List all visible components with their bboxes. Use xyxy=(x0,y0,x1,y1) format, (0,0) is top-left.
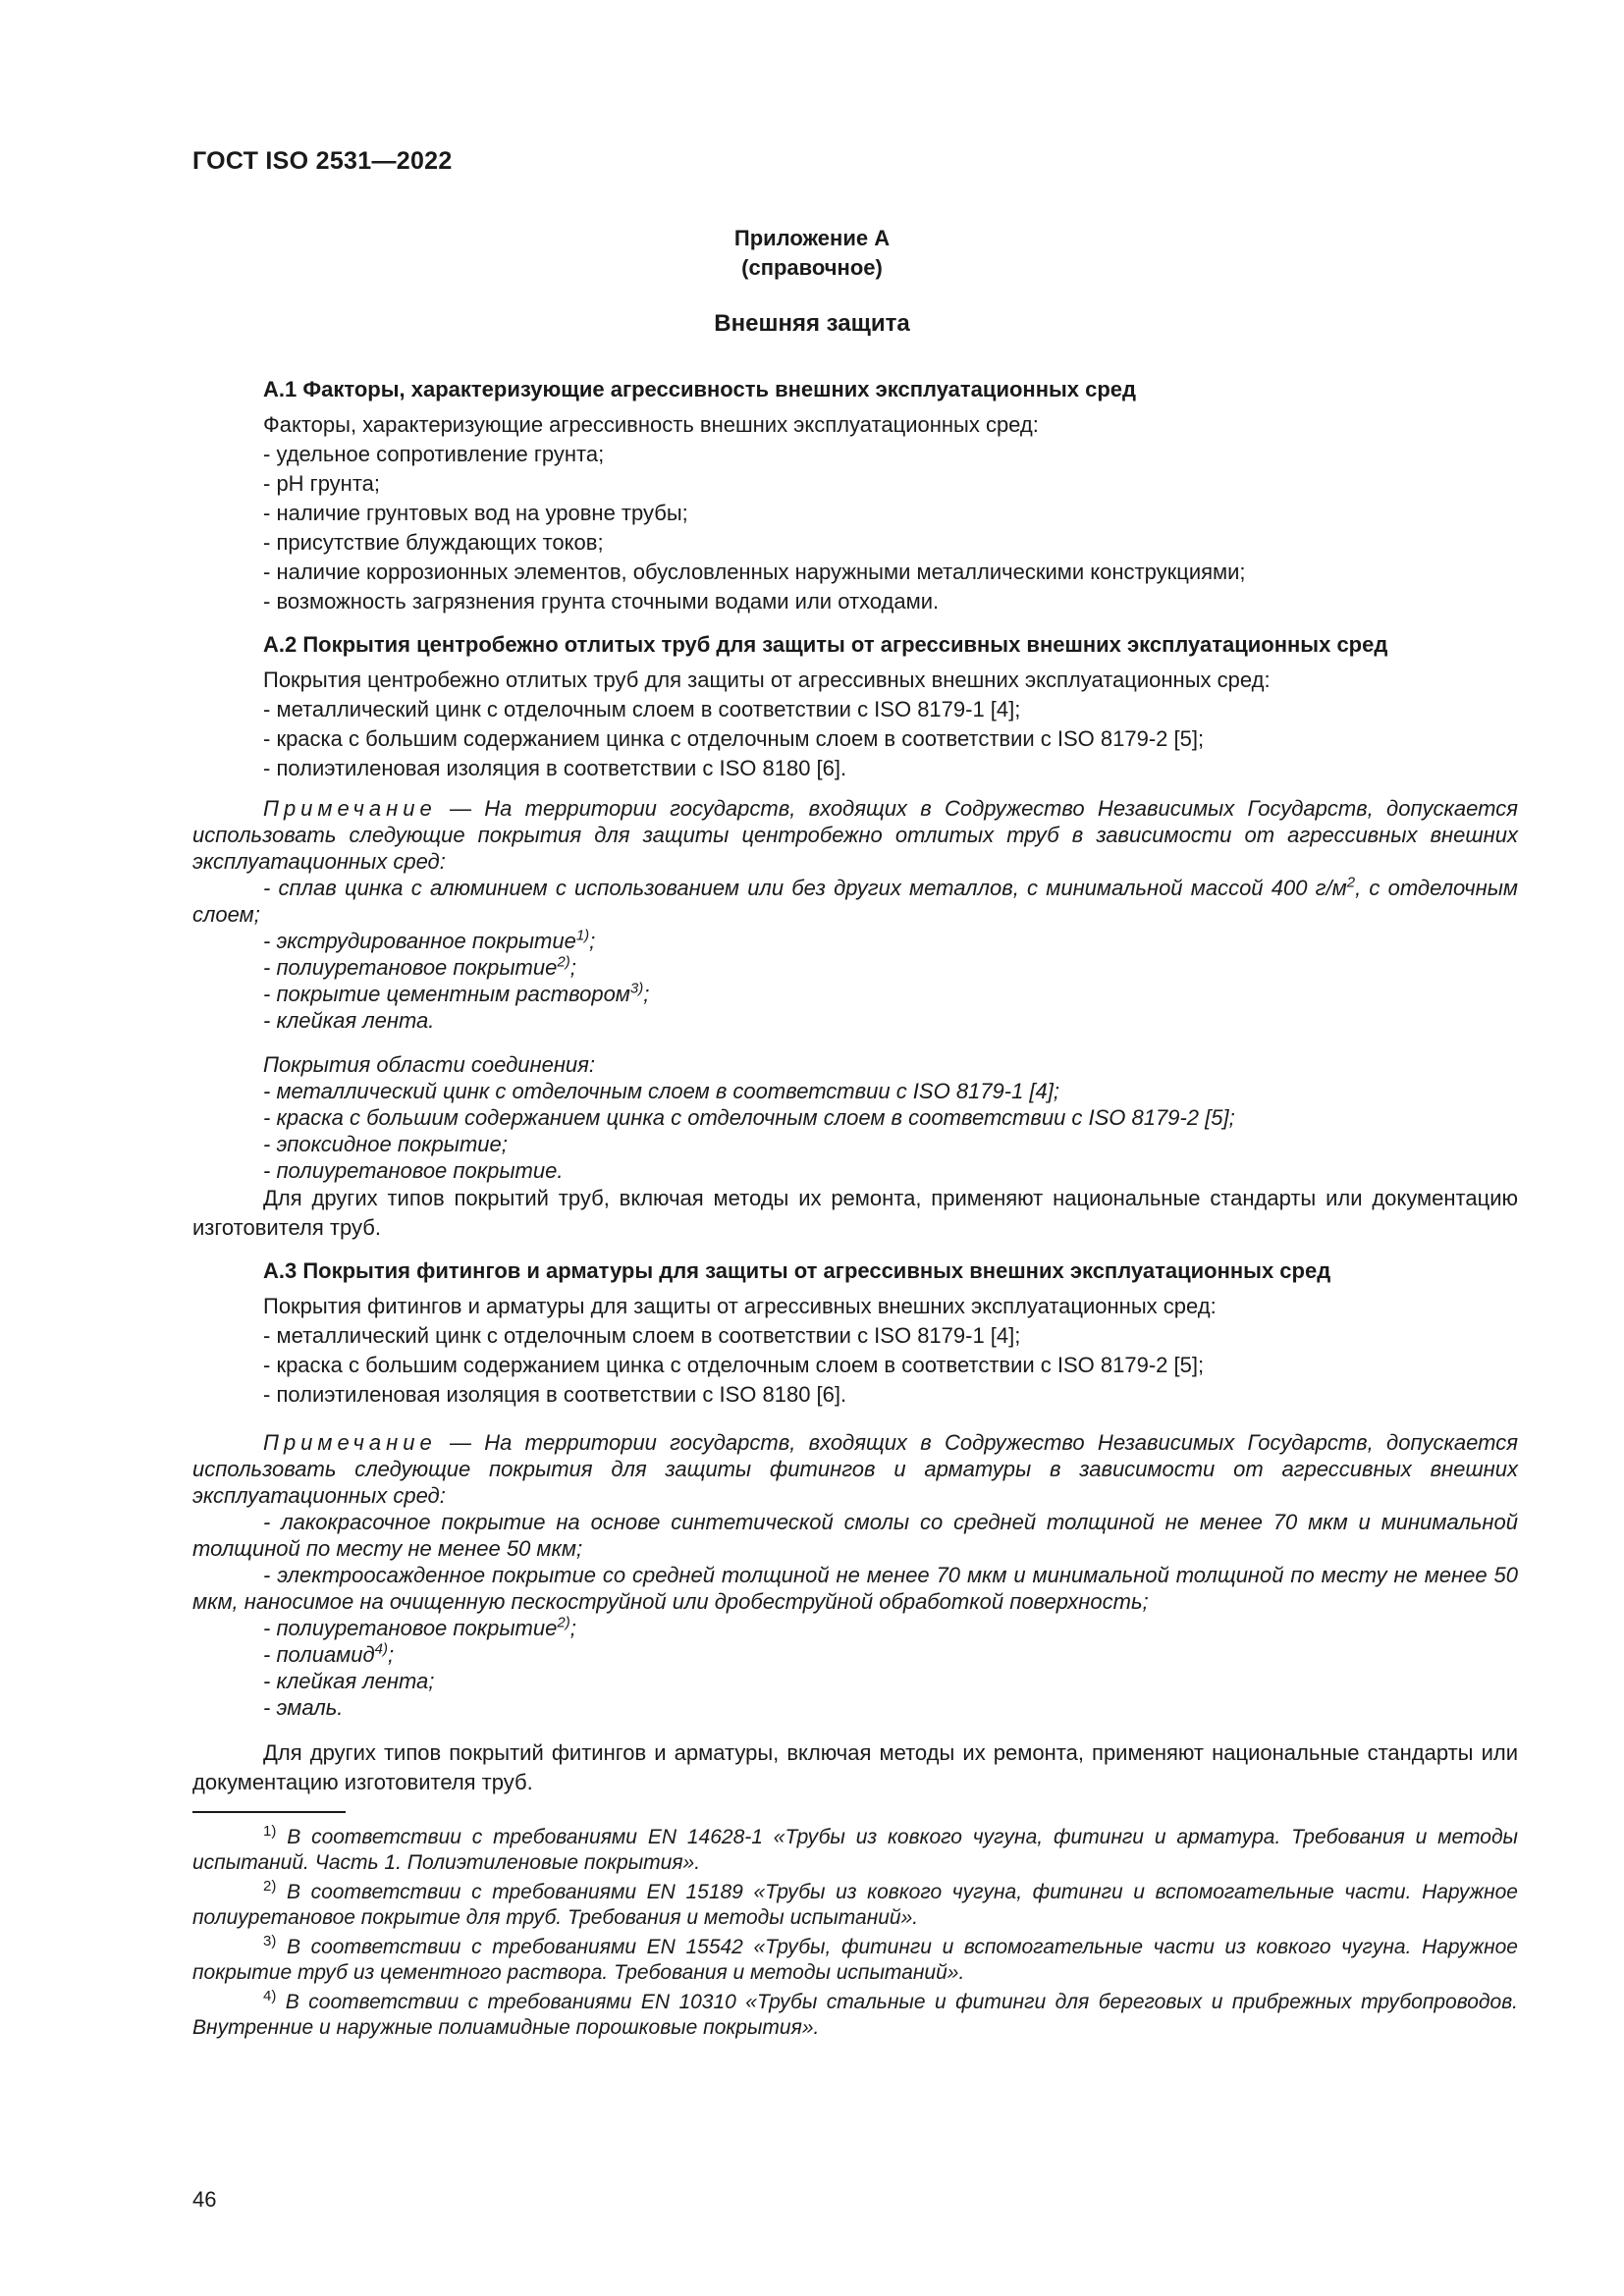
footnote-ref: 2) xyxy=(557,953,570,971)
list-item: - металлический цинк с отделочным слоем в соответствии с ISO 8179-1 [4]; xyxy=(263,1323,1021,1348)
note-item xyxy=(192,1615,1518,1641)
note-item-text: - полиуретановое покрытие xyxy=(263,1616,558,1640)
note-item-text: - экструдированное покрытие xyxy=(263,929,576,953)
footnote-text: В соответствии с требованиями EN 15542 «Трубы, фитинги и вспомогательные части из ковкого чугуна. Наружное покрытие труб из цементного раствора. Требования и методы испытаний». xyxy=(192,1936,1518,1984)
note-item-end: , с отделочным слоем; xyxy=(192,876,1518,927)
section-heading-a1: А.1 Факторы, характеризующие агрессивность внешних эксплуатационных сред xyxy=(263,377,1136,401)
note-item xyxy=(192,1007,1518,1034)
list-item: - краска с большим содержанием цинка с отделочным слоем в соответствии с ISO 8179-2 [5]; xyxy=(263,1353,1205,1377)
footnote-divider xyxy=(192,1811,346,1813)
note-item-text: - полиамид xyxy=(263,1642,375,1667)
note-label: Примечание xyxy=(263,1430,437,1455)
note-item: - эмаль. xyxy=(263,1695,344,1720)
note-text: — На территории государств, входящих в Содружество Независимых Государств, допускается использовать следующие покрытия для защиты центробежно отлитых труб в зависимости от агрессивных внешних эксплуатационных сред: xyxy=(192,796,1518,874)
note-item-end: ; xyxy=(569,955,576,980)
paragraph: Факторы, характеризующие агрессивность внешних эксплуатационных сред: xyxy=(263,412,1039,437)
footnote-text: В соответствии с требованиями EN 10310 «Трубы стальные и фитинги для береговых и прибрежных трубопроводов. Внутренние и наружные полиамидные порошковые покрытия». xyxy=(192,1991,1518,2039)
section-heading-a2: А.2 Покрытия центробежно отлитых труб для защиты от агрессивных внешних эксплуатационных сред xyxy=(263,632,1388,657)
note-item: - металлический цинк с отделочным слоем в соответствии с ISO 8179-1 [4]; xyxy=(263,1079,1060,1103)
note-item: - краска с большим содержанием цинка с отделочным слоем в соответствии с ISO 8179-2 [5]; xyxy=(263,1105,1235,1130)
list-item: - возможность загрязнения грунта сточными водами или отходами. xyxy=(263,589,940,614)
note-item xyxy=(192,928,1518,954)
list-item: - удельное сопротивление грунта; xyxy=(263,442,605,466)
note-item-text: - полиуретановое покрытие xyxy=(263,955,558,980)
note-item-text: - клейкая лента. xyxy=(263,1008,435,1033)
note-item-end: ; xyxy=(569,1616,576,1640)
note-item: - лакокрасочное покрытие на основе синтетической смолы со средней толщиной не менее 70 мкм и минимальной толщиной по месту не менее 50 мкм; xyxy=(192,1510,1518,1561)
note-item: - полиуретановое покрытие. xyxy=(263,1158,564,1183)
note-a3 xyxy=(192,1429,1518,1509)
footnote-mark: 4) xyxy=(263,1988,277,2004)
note-item: - электроосажденное покрытие со средней толщиной не менее 70 мкм и минимальной толщиной по месту не менее 50 мкм, наносимое на очищенную пескоструйной или дробеструйной обработкой поверхность; xyxy=(192,1563,1518,1614)
footnote-mark: 3) xyxy=(263,1933,277,1949)
footnote-ref: 1) xyxy=(575,927,590,944)
paragraph: Покрытия центробежно отлитых труб для защиты от агрессивных внешних эксплуатационных сред: xyxy=(263,667,1271,692)
annex-title: Приложение А xyxy=(733,226,891,250)
note-a2 xyxy=(192,795,1518,875)
note-item-text: - покрытие цементным раствором xyxy=(263,982,630,1006)
footnote-ref: 2) xyxy=(557,1614,570,1631)
footnote-text: В соответствии с требованиями EN 15189 «Трубы из ковкого чугуна, фитинги и вспомогательные части. Наружное полиуретановое покрытие для труб. Требования и методы испытаний». xyxy=(192,1881,1518,1929)
footnote-ref: 4) xyxy=(374,1640,388,1658)
footnote-text: В соответствии с требованиями EN 14628-1 «Трубы из ковкого чугуна, фитинги и арматура. Требования и методы испытаний. Часть 1. Полиэтиленовые покрытия». xyxy=(192,1826,1518,1874)
spacer xyxy=(192,1034,1518,1051)
superscript: 2 xyxy=(1346,874,1356,891)
note-item xyxy=(192,981,1518,1007)
note-item-end: ; xyxy=(388,1642,395,1667)
note-label: Примечание xyxy=(263,796,437,821)
footnote xyxy=(192,1935,1518,1986)
annex-subject: Внешняя защита xyxy=(714,310,910,337)
note-item: - эпоксидное покрытие; xyxy=(263,1132,508,1156)
note-item-end: ; xyxy=(589,929,596,953)
list-item: - полиэтиленовая изоляция в соответствии с ISO 8180 [6]. xyxy=(263,1382,847,1407)
spacer xyxy=(192,1721,1518,1738)
paragraph: Для других типов покрытий труб, включая методы их ремонта, применяют национальные стандарты или документацию изготовителя труб. xyxy=(192,1186,1518,1240)
note-joint-intro: Покрытия области соединения: xyxy=(263,1052,596,1077)
footnote-mark: 2) xyxy=(263,1878,277,1895)
section-heading-a3: А.3 Покрытия фитингов и арматуры для защиты от агрессивных внешних эксплуатационных сред xyxy=(263,1258,1331,1283)
list-item: - присутствие блуждающих токов; xyxy=(263,530,604,555)
note-text: — На территории государств, входящих в Содружество Независимых Государств, допускается использовать следующие покрытия для защиты фитингов и арматуры в зависимости от агрессивных внешних эксплуатационных сред: xyxy=(192,1430,1518,1508)
document-code: ГОСТ ISO 2531—2022 xyxy=(192,147,453,175)
document-body xyxy=(192,375,1518,2045)
list-item: - pH грунта; xyxy=(263,471,381,496)
paragraph: Покрытия фитингов и арматуры для защиты от агрессивных внешних эксплуатационных сред: xyxy=(263,1294,1217,1318)
note-item xyxy=(192,1641,1518,1668)
footnote xyxy=(192,1990,1518,2041)
note-item: - клейкая лента; xyxy=(263,1669,435,1693)
list-item: - наличие коррозионных элементов, обусловленных наружными металлическими конструкциями; xyxy=(263,560,1246,584)
page-number: 46 xyxy=(192,2187,217,2212)
footnote-ref: 3) xyxy=(629,980,644,997)
list-item: - полиэтиленовая изоляция в соответствии с ISO 8180 [6]. xyxy=(263,756,847,780)
note-item-end: ; xyxy=(643,982,650,1006)
list-item: - краска с большим содержанием цинка с отделочным слоем в соответствии с ISO 8179-2 [5]; xyxy=(263,726,1205,751)
footnote-mark: 1) xyxy=(263,1823,277,1840)
list-item: - металлический цинк с отделочным слоем в соответствии с ISO 8179-1 [4]; xyxy=(263,697,1021,721)
note-item-text: - сплав цинка с алюминием с использованием или без других металлов, с минимальной массой 400 г/м xyxy=(263,876,1347,900)
list-item: - наличие грунтовых вод на уровне трубы; xyxy=(263,501,688,525)
paragraph: Для других типов покрытий фитингов и арматуры, включая методы их ремонта, применяют национальные стандарты или документацию изготовителя труб. xyxy=(192,1740,1518,1794)
footnote xyxy=(192,1880,1518,1931)
note-item xyxy=(192,875,1518,928)
footnote xyxy=(192,1825,1518,1876)
annex-kind: (справочное) xyxy=(741,255,883,280)
note-item xyxy=(192,954,1518,981)
